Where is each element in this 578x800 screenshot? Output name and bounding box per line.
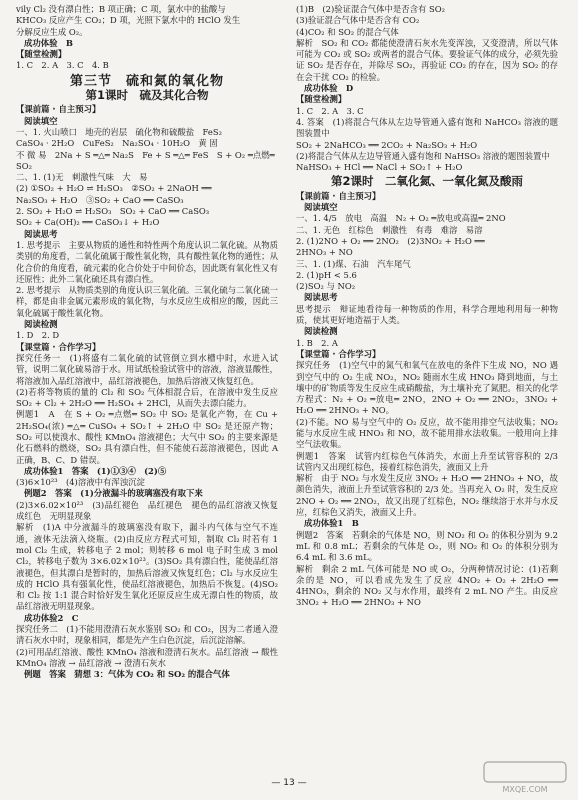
left-text-line: 阅读检测	[24, 319, 58, 330]
left-text-line: 分解反应生成 O₂。	[16, 26, 88, 37]
left-text-line: (2)3×6.02×10²³ (3)品红褪色 品红褪色 褪色的品红溶液又恢复成红色 无明显现象	[16, 499, 278, 522]
right-text-line: 2HNO₃ + NO	[296, 247, 353, 258]
right-text-line: (2)SO₂ 与 NO₂	[296, 281, 356, 292]
watermark-badge	[484, 762, 566, 782]
right-text-line: 例题1 答案 试管内红棕色气体消失，水面上升至试管容积的 2/3 试管内又出现红棕色，接着红棕色消失，液面又上升	[296, 450, 567, 472]
left-text-line: (2)若将等物质的量的 Cl₂ 和 SO₂ 气体相混合后，在溶液中发生反应 SO₂ + Cl₂ + 2H₂O ══ H₂SO₄ + 2HCl，从而失去漂白能力。	[16, 386, 278, 409]
left-text-line: 一、1. 火山喷口 地壳的岩层 硫化物和硫酸盐 FeS₂	[16, 126, 222, 137]
right-text-line: 【随堂检测】	[296, 94, 347, 105]
right-text-line: 一、1. 4/5 放电 高温 N₂ + O₂ ═放电或高温═ 2NO	[296, 213, 506, 224]
left-text-line: 1. 思考提示 主要从物质的通性和特性两个角度认识二氧化硫。从物质类别的角度看，二氧化硫属于酸性氧化物，具有酸性氧化物的通性；从化合价的角度看，硫元素的化合价处于中间价态，因此既有氧化性又有还原性；此外二氧化硫还具有漂白性。	[16, 239, 278, 284]
left-text-line: 阅读思考	[24, 228, 58, 239]
right-text-line: NaHSO₃ + HCl ══ NaCl + SO₂↑ + H₂O	[296, 162, 463, 173]
right-text-line: 成功体验1 B	[304, 518, 359, 529]
right-text-line: 2. (1)2NO + O₂ ══ 2NO₂ (2)3NO₂ + H₂O ══	[296, 235, 485, 246]
right-text-line: 【课前篇 · 自主预习】	[296, 190, 381, 201]
left-text-line: vily Cl₂ 没有漂白性；B 项正确；C 项，氯水中的盐酸与	[16, 4, 226, 14]
right-text-line: 解析 SO₂ 和 CO₂ 都能使澄清石灰水先变浑浊，又变澄清，所以气体可能为 CO₂ 或 SO₂ 或两者的混合气体。要验证气体的成分，必须先验证 SO₂ 是否存在，并除尽 SO₂，再验证 CO₂ 的存在，因为 SO₂ 的存在会干扰 CO₂ 的检验。	[296, 37, 558, 82]
left-text-line: 不 微 易 2Na + S ═△═ Na₂S Fe + S ═△═ FeS S + O₂ ═点燃═	[16, 149, 275, 160]
left-text-line: (2)可用品红溶液、酸性 KMnO₄ 溶液和澄清石灰水。品红溶液 → 酸性 KMnO₄ 溶液 → 品红溶液 → 澄清石灰水	[16, 646, 278, 668]
left-text-line: 成功体验2 C	[24, 612, 79, 623]
watermark-text: MXQE.COM	[502, 785, 548, 794]
left-text-line: 【随堂检测】	[16, 49, 67, 60]
left-text-line: 例题 答案 猜想 3：气体为 CO₂ 和 SO₂ 的混合气体	[24, 669, 230, 680]
right-text-line: 解析 剩余 2 mL 气体可能是 NO 或 O₂，分两种情况讨论：(1)若剩余的是 NO，可以看成先发生了反应 4NO₂ + O₂ + 2H₂O ══ 4HNO₃，剩余的 NO₂ 又与水作用，最终有 2 mL NO 产生。由反应 3NO₂ + H₂O ══ 2HNO₃ + NO	[296, 563, 558, 608]
right-text-line: 思考提示 辩证地看待每一种物质的作用，科学合理地利用每一种物质，使其更好地造福于人类。	[296, 303, 558, 326]
right-text-line: (2)将混合气体从左边导管通入盛有饱和 NaHSO₃ 溶液的题图装置中	[296, 150, 550, 161]
right-text-line: 【课堂篇 · 合作学习】	[296, 348, 381, 359]
left-text-line: 2. 思考提示 从物质类别的角度认识三氧化硫。三氧化硫与二氧化硫一样，都是由非金属元素形成的氧化物，与水反应生成相应的酸，因此三氧化硫属于酸性氧化物。	[16, 285, 278, 318]
watermark-logo	[482, 760, 568, 796]
left-text-line: 【课堂篇 · 合作学习】	[16, 341, 101, 352]
left-text-line: SO₂ + Ca(OH)₂ ══ CaSO₃↓ + H₂O	[16, 217, 160, 228]
left-text-line: 【课前篇 · 自主预习】	[16, 104, 101, 115]
right-text-line: 三、1. (1)煤、石油 汽车尾气	[296, 258, 411, 269]
left-text-line: 例题2 答案 (1)分液漏斗的玻璃塞没有取下来	[24, 488, 203, 499]
left-text-line: (3)6×10²³ (4)溶液中有浑浊沉淀	[16, 477, 145, 488]
page-number: — 13 —	[271, 778, 307, 788]
right-text-line: (4)CO₂ 和 SO₂ 的混合气体	[296, 26, 399, 37]
right-text-line: 1. B 2. A	[296, 337, 338, 348]
left-text-line: 二、1. (1)无 刺激性气味 大 易	[16, 172, 148, 183]
right-text-line: 4. 答案 (1)将混合气体从左边导管通入盛有饱和 NaHCO₃ 溶液的题图装置中	[296, 116, 558, 139]
right-text-line: 成功体验 D	[304, 83, 354, 94]
right-column	[296, 4, 567, 609]
right-text-line: 二、1. 无色 红棕色 刺激性 有毒 难溶 易溶	[296, 224, 483, 235]
left-text-line: CaSO₄ · 2H₂O CuFeS₂ Na₂SO₄ · 10H₂O 黄 固	[16, 138, 218, 149]
left-text-line: SO₂	[16, 160, 32, 171]
left-text-line: 探究任务二 (1)不能用澄清石灰水鉴别 SO₂ 和 CO₂，因为二者通入澄清石灰水中时，现象相同，都是先产生白色沉淀，后沉淀溶解。	[16, 624, 278, 646]
left-text-line: 1. C 2. A 3. C 4. B	[16, 60, 109, 71]
left-text-line: 第三节 硫和氮的氧化物	[69, 73, 224, 89]
left-text-line: 探究任务一 (1)将盛有二氧化硫的试管倒立到水槽中时，水进入试管，说明二氧化硫易溶于水。用试纸检验试管中的溶液，溶液显酸性，将溶液加入品红溶液中，品红溶液褪色，加热后溶液又恢复红色。	[16, 352, 278, 386]
left-text-line: 成功体验1 答案 (1)①③④ (2)⑤	[24, 465, 167, 476]
left-column	[16, 4, 278, 681]
left-text-line: 2. SO₂ + H₂O ⇌ H₂SO₃ SO₂ + CaO ══ CaSO₃	[16, 206, 210, 217]
right-text-line: (2)不能。NO 易与空气中的 O₂ 反应，故不能用排空气法收集；NO₂ 能与水反应生成 HNO₃ 和 NO，故不能用排水法收集。一般用向上排空气法收集。	[296, 416, 558, 450]
left-text-line: 第1课时 硫及其化合物	[85, 88, 209, 103]
right-text-line: SO₂ + 2NaHCO₃ ══ 2CO₂ + Na₂SO₃ + H₂O	[296, 139, 478, 150]
right-text-line: (3)验证混合气体中是否含有 CO₂	[296, 15, 420, 26]
left-text-line: 例题1 A 在 S + O₂ ═点燃═ SO₂ 中 SO₂ 是氧化产物，在 Cu + 2H₂SO₄(浓) ═△═ CuSO₄ + SO₂↑ + 2H₂O 中 SO₂ 是还原产物；SO₂ 可以使溴水、酸性 KMnO₄ 溶液褪色；大气中 SO₂ 的主要来源是化石燃料的燃烧，SO₂ 具有漂白性，但不能使石蕊溶液褪色，因此 A 正确，B、C、D 错误。	[16, 409, 278, 465]
right-text-line: 2. (1)pH < 5.6	[296, 269, 357, 280]
right-text-line: 阅读检测	[304, 326, 338, 337]
left-text-line: 阅读填空	[24, 115, 58, 126]
left-text-line: 成功体验 B	[24, 37, 73, 48]
right-text-line: 解析 由于 NO₂ 与水发生反应 3NO₂ + H₂O ══ 2HNO₃ + NO，故颜色消失，液面上升至试管容积的 2/3 处。当再充入 O₂ 时，发生反应 2NO + O₂ ══ 2NO₂，故又出现了红棕色，NO₂ 继续溶于水并与水反应，红棕色又消失，液面又上升。	[296, 473, 558, 518]
right-text-line: 例题2 答案 若剩余的气体是 NO，则 NO₂ 和 O₂ 的体积分别为 9.2 mL 和 0.8 mL；若剩余的气体是 O₂，则 NO₂ 和 O₂ 的体积分别为 6.4 mL 和 3.6 mL。	[296, 529, 558, 563]
right-text-line: 第2课时 二氧化氮、一氧化氮及酸雨	[331, 174, 523, 189]
right-text-line: (1)B (2)验证混合气体中是否含有 SO₂	[296, 4, 446, 14]
left-text-line: Na₂SO₃ + H₂O ③SO₂ + CaO ══ CaSO₃	[16, 194, 184, 205]
right-text-line: 探究任务 (1)空气中的氮气和氧气在放电的条件下生成 NO，NO 遇到空气中的 O₂ 生成 NO₂，NO₂ 随雨水生成 HNO₃ 降到地面，与土壤中的矿物质等发生反应生成硝酸盐，为土壤补充了氮肥。相关的化学方程式：N₂ + O₂ ═放电═ 2NO，2NO + O₂ ══ 2NO₂，3NO₂ + H₂O ══ 2HNO₃ + NO。	[296, 360, 558, 416]
right-text-line: 阅读思考	[304, 292, 338, 303]
right-text-line: 1. C 2. A 3. C	[296, 105, 364, 116]
left-text-line: 1. D 2. D	[16, 330, 60, 341]
left-text-line: (2) ①SO₂ + H₂O ⇌ H₂SO₃ ②SO₂ + 2NaOH ══	[16, 183, 212, 194]
left-text-line: 解析 (1)A 中分液漏斗的玻璃塞没有取下，漏斗内气体与空气不连通，液体无法滴入烧瓶。(2)由反应方程式可知，制取 Cl₂ 时若有 1 mol Cl₂ 生成，转移电子 2 mol；则转移 6 mol 电子时生成 3 mol Cl₂，转移电子数为 3×6.02×10²³。(3)SO₂ 具有漂白性，能使品红溶液褪色，但其漂白是暂时的，加热后溶液又恢复红色；Cl₂ 与水反应生成的 HClO 具有强氧化性，使品红溶液褪色，加热后不恢复。(4)SO₂ 和 Cl₂ 按 1:1 混合时恰好发生氧化还原反应生成无漂白性的物质，故品红溶液无明显现象。	[16, 522, 278, 612]
left-text-line: KHCO₃ 反应产生 CO₂；D 项，光照下氯水中的 HClO 发生	[16, 15, 241, 26]
right-text-line: 阅读填空	[304, 202, 338, 213]
